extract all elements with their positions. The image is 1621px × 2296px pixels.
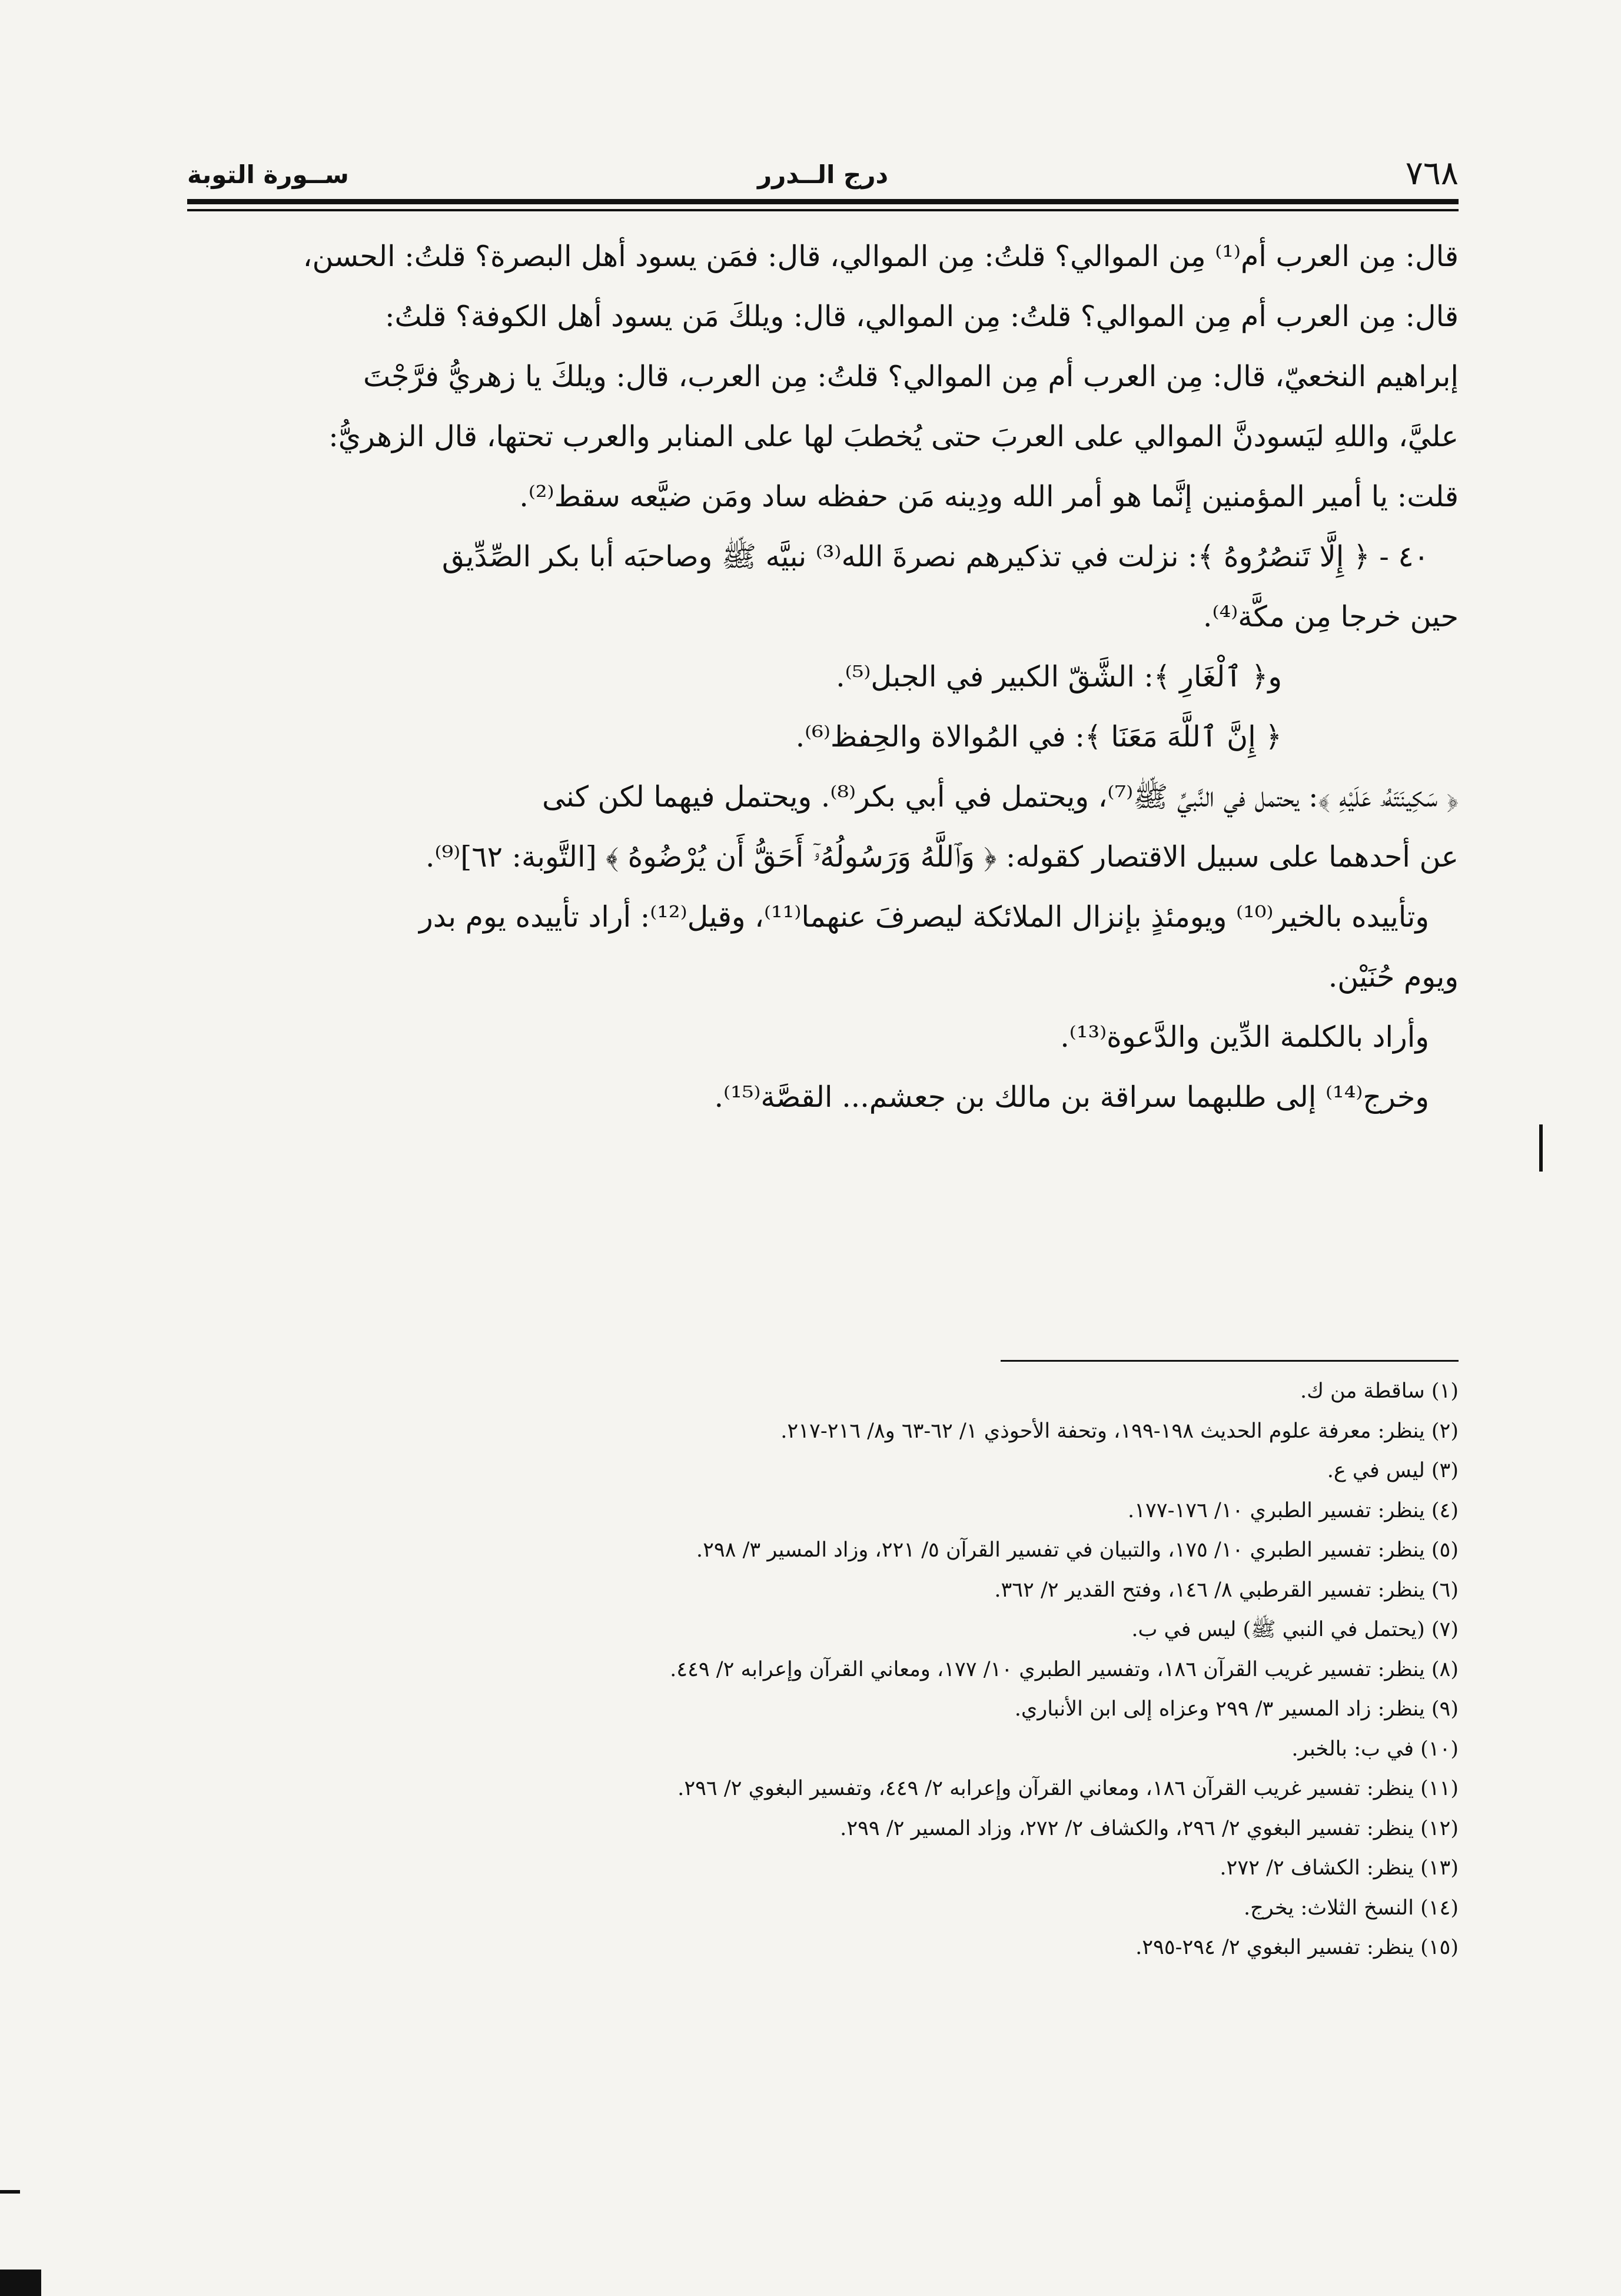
footnotes — [187, 1372, 1459, 2078]
footnote: (٣) ليس في ع. — [1327, 1459, 1459, 1482]
footnote: (١٠) في ب: بالخبر. — [1291, 1737, 1459, 1761]
scan-margin-mark — [0, 2190, 20, 2194]
text-line: و﴿ ٱلْغَارِ ﴾: الشَّقّ الكبير في الجبل⁽⁵⁾. — [836, 660, 1282, 694]
footnote: (١٤) النسخ الثلاث: يخرج. — [1243, 1896, 1459, 1920]
footnote: (٩) ينظر: زاد المسير ٣/ ٢٩٩ وعزاه إلى ابن الأنباري. — [1014, 1697, 1459, 1721]
text-line: عن أحدهما على سبيل الاقتصار كقوله: ﴿ وَٱللَّهُ وَرَسُولُهُۥٓ أَحَقُّ أَن يُرْضُوهُ ﴾ [التَّوبة: ٦٢]⁽⁹⁾. — [425, 840, 1459, 874]
footnote: (١٢) ينظر: تفسير البغوي ٢/ ٢٩٦، والكشاف ٢/ ٢٧٢، وزاد المسير ٢/ ٢٩٩. — [840, 1816, 1459, 1840]
text-line: وخرج⁽¹⁴⁾ إلى طلبهما سراقة بن مالك بن جعشم... القصَّة⁽¹⁵⁾. — [714, 1080, 1429, 1114]
footnote: (٦) ينظر: تفسير القرطبي ٨/ ١٤٦، وفتح القدير ٢/ ٣٦٢. — [994, 1578, 1459, 1602]
book-title: درج الــدرر — [757, 160, 889, 189]
footnote: (١٥) ينظر: تفسير البغوي ٢/ ٢٩٤-٢٩٥. — [1135, 1936, 1459, 1959]
main-text — [187, 227, 1459, 1345]
text-line: عليَّ، واللهِ ليَسودنَّ الموالي على العربَ حتى يُخطبَ لها على المنابر والعرب تحتها، قال الزهريُّ: — [328, 420, 1459, 453]
text-line: ﴿ إِنَّ ٱللَّهَ مَعَنَا ﴾: في المُوالاة والحِفظ⁽⁶⁾. — [795, 720, 1282, 754]
scan-corner-mark — [0, 2270, 41, 2296]
running-header — [187, 154, 1459, 195]
text-line: حين خرجا مِن مكَّة⁽⁴⁾. — [1203, 600, 1459, 633]
footnote: (٧) (يحتمل في النبي ﷺ) ليس في ب. — [1131, 1618, 1459, 1641]
sura-name: ســورة التوبة — [187, 160, 349, 189]
header-rule-thick — [187, 199, 1459, 204]
header-rule-thin — [187, 209, 1459, 211]
footnote: (٢) ينظر: معرفة علوم الحديث ١٩٨-١٩٩، وتحفة الأحوذي ١/ ٦٢-٦٣ و٨/ ٢١٦-٢١٧. — [780, 1419, 1459, 1443]
text-line: ٤٠ - ﴿ إِلَّا تَنصُرُوهُ ﴾: نزلت في تذكيرهم نصرةَ الله⁽³⁾ نبيَّه ﷺ وصاحبَه أبا بكر الصِّدِّيق — [441, 540, 1429, 573]
text-line: قال: مِن العرب أم مِن الموالي؟ قلتُ: مِن الموالي، قال: ويلكَ مَن يسود أهل الكوفة؟ قلتُ: — [384, 300, 1459, 333]
text-line: قال: مِن العرب أم⁽¹⁾ مِن الموالي؟ قلتُ: مِن الموالي، قال: فمَن يسود أهل البصرة؟ قلتُ: الحسن، — [303, 240, 1459, 273]
footnote: (٥) ينظر: تفسير الطبري ١٠/ ١٧٥، والتبيان في تفسير القرآن ٥/ ٢٢١، وزاد المسير ٣/ ٢٩٨. — [696, 1538, 1459, 1562]
text-line: ﴿ سَكِينَتَهُۥ عَلَيْهِ ﴾: يحتمل في النَّبيِّ ﷺ⁽⁷⁾، ويحتمل في أبي بكر⁽⁸⁾. ويحتمل فيهما لكن كنى — [542, 780, 1459, 814]
footnote: (٤) ينظر: تفسير الطبري ١٠/ ١٧٦-١٧٧. — [1128, 1498, 1459, 1522]
text-line: وأراد بالكلمة الدِّين والدَّعوة⁽¹³⁾. — [1060, 1020, 1429, 1054]
footnote-separator — [1001, 1360, 1459, 1362]
scan-margin-mark — [1539, 1124, 1543, 1172]
footnote: (١) ساقطة من ك. — [1300, 1379, 1459, 1403]
page-number: ٧٦٨ — [1405, 154, 1459, 193]
text-line: قلت: يا أمير المؤمنين إنَّما هو أمر الله ودِينه مَن حفظه ساد ومَن ضيَّعه سقط⁽²⁾. — [519, 480, 1459, 513]
footnote: (١١) ينظر: تفسير غريب القرآن ١٨٦، ومعاني القرآن وإعرابه ٢/ ٤٤٩، وتفسير البغوي ٢/ ٢٩٦. — [677, 1777, 1459, 1800]
text-line: وتأييده بالخير⁽¹⁰⁾ ويومئذٍ بإنزال الملائكة ليصرفَ عنهما⁽¹¹⁾، وقيل⁽¹²⁾: أراد تأييده يوم بدر — [419, 900, 1429, 934]
footnote: (١٣) ينظر: الكشاف ٢/ ٢٧٢. — [1220, 1856, 1459, 1880]
text-line: ويوم حُنَيْن. — [1328, 960, 1459, 994]
text-line: إبراهيم النخعيّ، قال: مِن العرب أم مِن الموالي؟ قلتُ: مِن العرب، قال: ويلكَ يا زهريُّ فرَّجْتَ — [363, 360, 1459, 393]
footnote: (٨) ينظر: تفسير غريب القرآن ١٨٦، وتفسير الطبري ١٠/ ١٧٧، ومعاني القرآن وإعرابه ٢/ ٤٤٩. — [670, 1657, 1459, 1681]
